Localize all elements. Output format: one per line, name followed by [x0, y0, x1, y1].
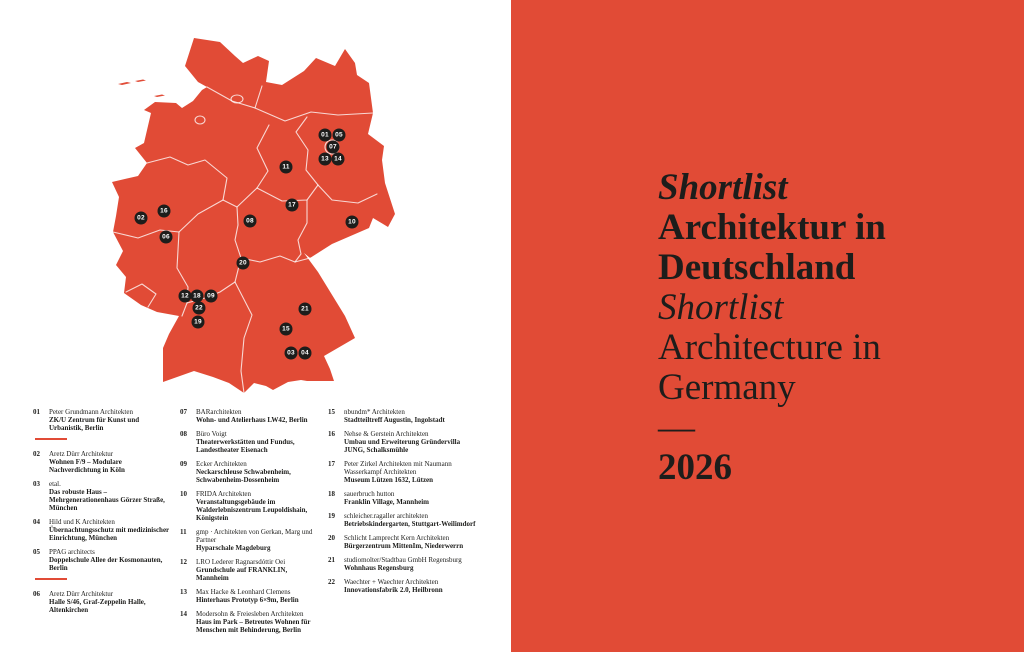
germany-map-svg — [110, 30, 396, 396]
entry-number: 10 — [180, 490, 187, 498]
red-rule — [35, 438, 67, 440]
entry-number: 11 — [180, 528, 187, 536]
title-line: — — [658, 407, 695, 448]
title-line: Architecture in — [658, 327, 881, 368]
germany-map — [105, 25, 405, 403]
list-entry-07 — [180, 408, 320, 424]
entry-number: 15 — [328, 408, 335, 416]
list-entry-13 — [180, 588, 320, 604]
map-marker-08: 08 — [244, 215, 257, 228]
map-marker-11: 11 — [280, 161, 293, 174]
entry-firm: PPAG architects — [49, 548, 95, 556]
list-entry-14 — [180, 610, 320, 634]
entry-firm: LRO Lederer Ragnarsdóttir Oei — [196, 558, 286, 566]
list-entry-12 — [180, 558, 320, 582]
entry-project: Museum Lützen 1632, Lützen — [344, 476, 434, 484]
entry-firm: Aretz Dürr Architektur — [49, 590, 114, 598]
entry-firm: Max Hacke & Leonhard Clemens — [196, 588, 291, 596]
map-marker-06: 06 — [160, 231, 173, 244]
list-entry-11 — [180, 528, 320, 552]
entry-number: 14 — [180, 610, 187, 618]
entry-firm: Hild und K Architekten — [49, 518, 115, 526]
entry-number: 22 — [328, 578, 335, 586]
entry-project: Bürgerzentrum MittenIm, Niederwerrn — [344, 542, 464, 550]
list-column-1 — [33, 408, 173, 620]
list-entry-10 — [180, 490, 320, 522]
map-marker-01: 01 — [319, 129, 332, 142]
right-red-panel — [511, 0, 1024, 652]
entry-project: Grundschule auf FRANKLIN, Mannheim — [196, 566, 288, 582]
list-entry-09 — [180, 460, 320, 484]
map-marker-16: 16 — [158, 205, 171, 218]
map-marker-05: 05 — [333, 129, 346, 142]
list-entry-22 — [328, 578, 476, 594]
map-marker-22: 22 — [193, 302, 206, 315]
entry-project: Übernachtungsschutz mit medizinischer Einrichtung, München — [49, 526, 170, 542]
entry-number: 12 — [180, 558, 187, 566]
entry-number: 05 — [33, 548, 40, 556]
entry-firm: gmp · Architekten von Gerkan, Marg und Partner — [196, 528, 313, 544]
entry-firm: nbundm* Architekten — [344, 408, 405, 416]
entry-firm: BARarchitekten — [196, 408, 242, 416]
entry-number: 09 — [180, 460, 187, 468]
entry-project: Hyparschale Magdeburg — [196, 544, 271, 552]
entry-number: 20 — [328, 534, 335, 542]
list-entry-18 — [328, 490, 476, 506]
title-line: 2026 — [658, 447, 732, 488]
entry-firm: Peter Zirkel Architekten mit Naumann Wasserkampf Architekten — [344, 460, 452, 476]
islands — [118, 80, 165, 98]
entry-number: 02 — [33, 450, 40, 458]
title-line: Shortlist — [658, 167, 788, 208]
entry-project: Hinterhaus Prototyp 6×9m, Berlin — [196, 596, 299, 604]
entry-firm: Peter Grundmann Architekten — [49, 408, 133, 416]
map-marker-14: 14 — [332, 153, 345, 166]
entry-firm: etal. — [49, 480, 61, 488]
list-entry-17 — [328, 460, 476, 484]
map-marker-07: 07 — [327, 141, 340, 154]
entry-number: 07 — [180, 408, 187, 416]
list-entry-16 — [328, 430, 476, 454]
map-marker-15: 15 — [280, 323, 293, 336]
entry-firm: Waechter + Waechter Architekten — [344, 578, 439, 586]
list-entry-20 — [328, 534, 476, 550]
entry-project: Halle S/46, Graf-Zeppelin Halle, Altenkirchen — [49, 598, 146, 614]
list-entry-06 — [33, 590, 173, 614]
entry-project: Wohnen F/9 – Modulare Nachverdichtung in Köln — [49, 458, 125, 474]
map-marker-12: 12 — [179, 290, 192, 303]
list-entry-21 — [328, 556, 476, 572]
entry-firm: Modersohn & Freiesleben Architekten — [196, 610, 304, 618]
entry-firm: FRIDA Architekten — [196, 490, 252, 498]
title-line: Deutschland — [658, 247, 856, 288]
entry-project: Theaterwerkstätten und Fundus, Landestheater Eisenach — [196, 438, 295, 454]
entry-firm: Aretz Dürr Architektur — [49, 450, 114, 458]
entry-project: Veranstaltungsgebäude im Walderlebniszentrum Leupoldishain, Königstein — [196, 498, 308, 522]
entry-firm: Büro Voigt — [196, 430, 227, 438]
list-entry-01 — [33, 408, 173, 432]
entry-number: 03 — [33, 480, 40, 488]
map-marker-09: 09 — [205, 290, 218, 303]
map-marker-21: 21 — [299, 303, 312, 316]
entry-project: Wohn- und Atelierhaus LW42, Berlin — [196, 416, 308, 424]
list-column-3 — [328, 408, 476, 600]
title-line: Shortlist — [658, 287, 784, 328]
entry-project: Wohnhaus Regensburg — [344, 564, 414, 572]
red-rule — [35, 578, 67, 580]
entry-project: Innovationsfabrik 2.0, Heilbronn — [344, 586, 443, 594]
entry-project: Neckarschleuse Schwabenheim, Schwabenheim-Dossenheim — [196, 468, 291, 484]
entry-number: 16 — [328, 430, 335, 438]
title-line: Germany — [658, 367, 796, 408]
entry-number: 04 — [33, 518, 40, 526]
entry-number: 13 — [180, 588, 187, 596]
map-marker-10: 10 — [346, 216, 359, 229]
entry-number: 19 — [328, 512, 335, 520]
entry-project: Haus im Park – Betreutes Wohnen für Menschen mit Behinderung, Berlin — [196, 618, 311, 634]
list-entry-05 — [33, 548, 173, 572]
list-entry-15 — [328, 408, 476, 424]
list-entry-19 — [328, 512, 476, 528]
entry-project: Franklin Village, Mannheim — [344, 498, 429, 506]
title-line: Architektur in — [658, 207, 886, 248]
map-marker-20: 20 — [237, 257, 250, 270]
entry-number: 06 — [33, 590, 40, 598]
entry-firm: sauerbruch hutton — [344, 490, 395, 498]
entry-project: Stadtteiltreff Augustin, Ingolstadt — [344, 416, 445, 424]
entry-project: Das robuste Haus – Mehrgenerationenhaus Görzer Straße, München — [49, 488, 165, 512]
map-marker-02: 02 — [135, 212, 148, 225]
map-marker-03: 03 — [285, 347, 298, 360]
entry-firm: Nehse & Gerstein Architekten — [344, 430, 429, 438]
title-block — [658, 168, 998, 488]
list-entry-08 — [180, 430, 320, 454]
map-marker-17: 17 — [286, 199, 299, 212]
entry-firm: Ecker Architekten — [196, 460, 247, 468]
entry-firm: Schlicht Lamprecht Kern Architekten — [344, 534, 450, 542]
map-marker-13: 13 — [319, 153, 332, 166]
entry-number: 21 — [328, 556, 335, 564]
entry-number: 17 — [328, 460, 335, 468]
entry-number: 08 — [180, 430, 187, 438]
entry-project: Doppelschule Allee der Kosmonauten, Berlin — [49, 556, 163, 572]
entry-project: Umbau und Erweiterung Gründervilla JUNG, Schalksmühle — [344, 438, 461, 454]
list-entry-04 — [33, 518, 173, 542]
map-marker-18: 18 — [191, 290, 204, 303]
map-marker-04: 04 — [299, 347, 312, 360]
list-entry-03 — [33, 480, 173, 512]
entry-project: Betriebskindergarten, Stuttgart-Weilimdorf — [344, 520, 476, 528]
entry-firm: studiomolter/Stadtbau GmbH Regensburg — [344, 556, 462, 564]
entry-project: ZK/U Zentrum für Kunst und Urbanistik, Berlin — [49, 416, 140, 432]
map-marker-19: 19 — [192, 316, 205, 329]
list-entry-02 — [33, 450, 173, 474]
list-column-2 — [180, 408, 320, 640]
entry-firm: schleicher.ragaller architekten — [344, 512, 428, 520]
entry-number: 18 — [328, 490, 335, 498]
entry-number: 01 — [33, 408, 40, 416]
